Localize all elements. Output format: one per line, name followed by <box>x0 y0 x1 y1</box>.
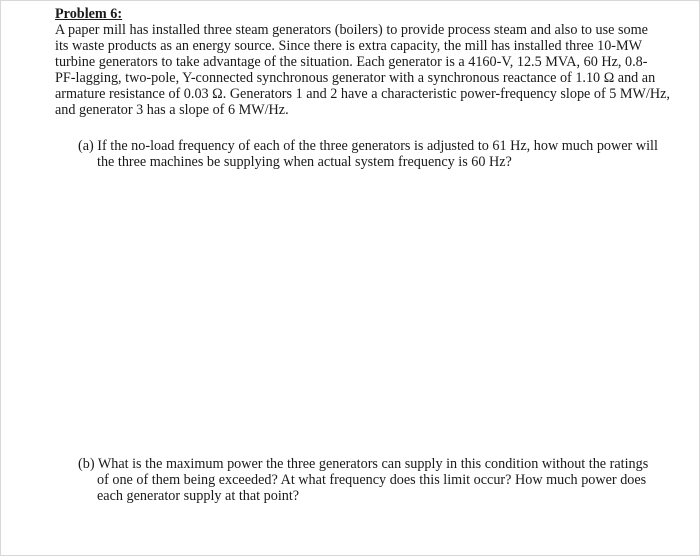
question-part-b <box>78 456 658 504</box>
question-line: of one of them being exceeded? At what frequency does this limit occur? How much power does <box>97 472 647 488</box>
statement-line: A paper mill has installed three steam generators (boilers) to provide process steam and also to use some <box>55 22 648 38</box>
statement-line: PF-lagging, two-pole, Y-connected synchronous generator with a synchronous reactance of 1.10 Ω and an <box>55 70 656 86</box>
statement-line: and generator 3 has a slope of 6 MW/Hz. <box>55 102 289 118</box>
question-line: each generator supply at that point? <box>97 488 300 504</box>
statement-line: turbine generators to take advantage of the situation. Each generator is a 4160-V, 12.5 MVA, 60 Hz, 0.8- <box>55 54 648 70</box>
problem-statement <box>55 22 670 118</box>
question-line: (b) What is the maximum power the three generators can supply in this condition without the ratings <box>78 456 649 472</box>
problem-title: Problem 6: <box>55 6 123 22</box>
question-line: (a) If the no-load frequency of each of the three generators is adjusted to 61 Hz, how much power will <box>78 138 658 154</box>
statement-line: its waste products as an energy source. Since there is extra capacity, the mill has installed three 10-MW <box>55 38 643 54</box>
statement-line: armature resistance of 0.03 Ω. Generators 1 and 2 have a characteristic power-frequency slope of 5 MW/Hz, <box>55 86 670 102</box>
question-part-a <box>78 138 658 170</box>
question-line: the three machines be supplying when actual system frequency is 60 Hz? <box>97 154 512 170</box>
